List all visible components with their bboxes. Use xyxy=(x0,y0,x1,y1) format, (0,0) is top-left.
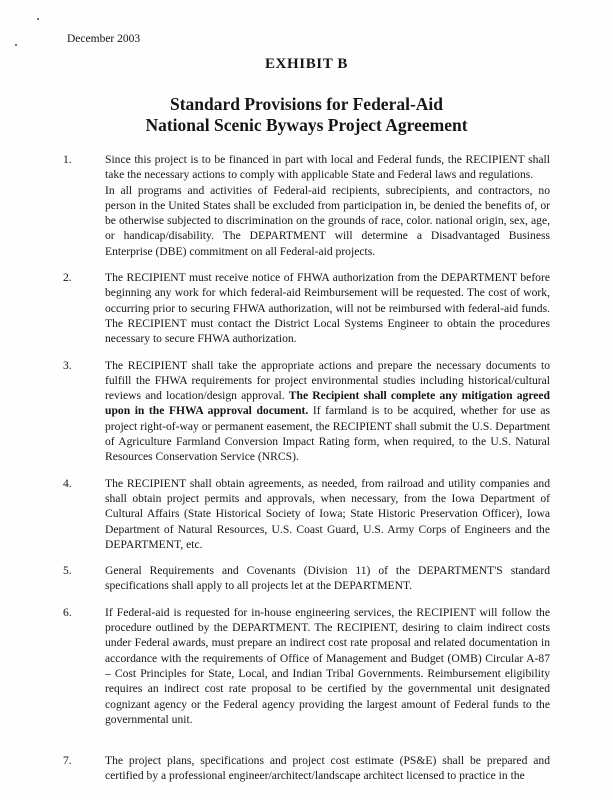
title-line-1: Standard Provisions for Federal-Aid xyxy=(169,94,444,114)
item-number: 5. xyxy=(63,564,72,578)
provision-item-3 xyxy=(63,358,550,465)
item-text: General Requirements and Covenants (Division 11) of the DEPARTMENT'S standard specifications shall apply to all projects let at the DEPARTMENT. xyxy=(105,564,550,593)
item-body xyxy=(105,270,550,346)
item-text-before: The RECIPIENT shall take the appropriate actions and prepare the necessary documents to fulfill the FHWA requirements for project environmental studies including historical/cultural reviews and location/design approval. xyxy=(105,358,550,403)
provision-item-5 xyxy=(63,563,550,594)
item-text: The RECIPIENT shall obtain agreements, as needed, from railroad and utility companies and shall obtain project permits and approvals, when necessary, from the Iowa Department of Cultural Affairs (State Historical Society of Iowa; State Historic Preservation Officer), Iowa Department of Natural Resources, U.S. Coast Guard, U.S. Army Corps of Engineers and the DEPARTMENT, etc. xyxy=(105,476,550,551)
provision-item-1 xyxy=(63,152,550,259)
item-number: 6. xyxy=(63,605,72,619)
item-text xyxy=(105,358,550,465)
provision-item-4 xyxy=(63,476,550,552)
item-number: 4. xyxy=(63,476,72,490)
item-text: The RECIPIENT must receive notice of FHWA authorization from the DEPARTMENT before beginning any work for which federal-aid Reimbursement will be requested. The cost of work, occurring prior to securing FHWA authorization, will not be reimbursed with federal-aid funds. The RECIPIENT must contact the District Local Systems Engineer to obtain the procedures necessary to secure FHWA authorization. xyxy=(105,271,550,346)
item-text-bold: The Recipient shall complete any mitigation agreed upon in the FHWA approval document. xyxy=(105,389,550,418)
title-line-2: National Scenic Byways Project Agreement xyxy=(145,114,468,135)
item-text-after: If farmland is to be acquired, whether for use as project right-of-way or permanent easement, the RECIPIENT shall submit the U.S. Department of Agriculture Farmland Conversion Impact Rating form, when required, to the U.S. Natural Resources Conservation Service (NRCS). xyxy=(105,404,550,464)
document-title xyxy=(63,94,550,135)
provision-item-2 xyxy=(63,270,550,346)
item-text: Since this project is to be financed in part with local and Federal funds, the RECIPIENT shall take the necessary actions to comply with applicable State and Federal laws and regulations. xyxy=(105,153,550,182)
item-body xyxy=(105,563,550,594)
provision-item-7 xyxy=(63,753,550,784)
item-body xyxy=(105,476,550,552)
item-text: If Federal-aid is requested for in-house engineering services, the RECIPIENT will follow the procedure outlined by the DEPARTMENT. The RECIPIENT, desiring to claim indirect costs under Federal awards, must prepare an indirect cost rate proposal and related documentation in accordance with the requirements of Office of Management and Budget (OMB) Circular A-87 – Cost Principles for State, Local, and Indian Tribal Governments. Reimbursement eligibility requires an indirect cost rate proposal to be certified by the governmental unit designated cognizant agency or the Federal agency providing the largest amount of Federal funds to the governmental unit. xyxy=(105,605,550,726)
item-number: 1. xyxy=(63,153,72,166)
dbe-note-paragraph: In all programs and activities of Federal-aid recipients, subrecipients, and contractors, no person in the United States shall be excluded from participation in, be denied the benefits of, or be otherwise subjected to discrimination on the grounds of race, color. national origin, sex, age, or handicap/disability. The DEPARTMENT will determine a Disadvantaged Business Enterprise (DBE) commitment on all Federal-aid projects. xyxy=(105,183,550,258)
item-number: 7. xyxy=(63,754,72,768)
item-number: 3. xyxy=(63,358,72,372)
scan-speck xyxy=(37,18,39,20)
item-body xyxy=(105,358,550,465)
exhibit-heading: EXHIBIT B xyxy=(264,56,349,72)
document-date: December 2003 xyxy=(67,33,141,45)
item-body xyxy=(105,152,550,259)
item-text: The project plans, specifications and project cost estimate (PS&E) shall be prepared and certified by a professional engineer/architect/landscape architect licensed to practice in the xyxy=(105,754,550,783)
item-body xyxy=(105,753,550,784)
item-number: 2. xyxy=(63,271,72,285)
provision-item-6 xyxy=(63,605,550,727)
item-body xyxy=(105,605,550,727)
scan-speck xyxy=(15,44,17,46)
provisions-list xyxy=(63,152,550,784)
